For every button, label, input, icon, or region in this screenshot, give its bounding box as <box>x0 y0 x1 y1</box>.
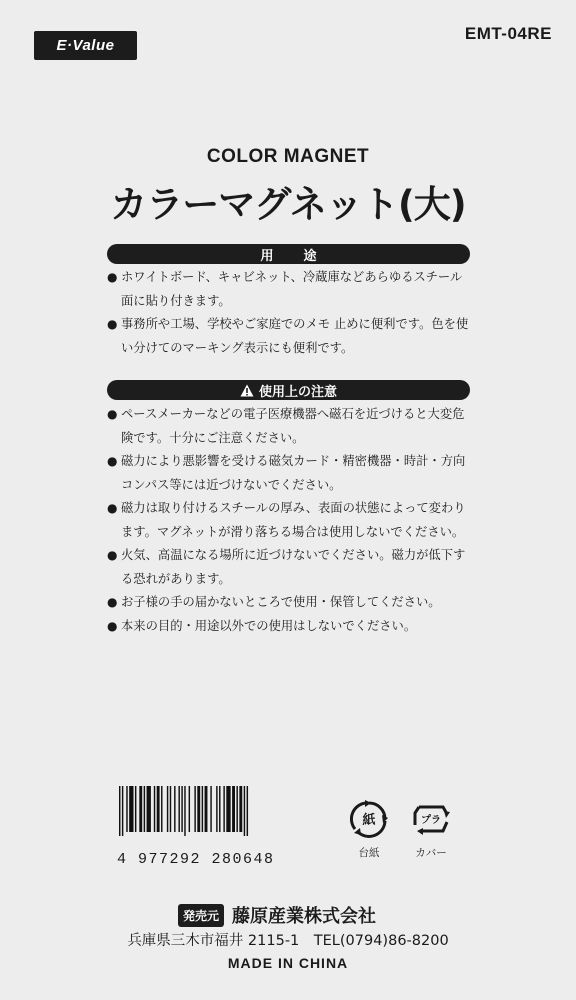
product-title-english: COLOR MAGNET <box>206 146 370 167</box>
list-item <box>107 591 473 615</box>
barcode-bar <box>210 786 211 832</box>
plastic-mark-text: プラ <box>421 815 441 826</box>
barcode <box>117 786 301 836</box>
barcode-bar <box>119 786 120 836</box>
bullet-icon: ● <box>107 454 118 468</box>
barcode-bar <box>122 786 123 836</box>
bullet-icon: ● <box>107 548 118 562</box>
barcode-bar <box>226 786 230 832</box>
list-item <box>107 544 473 591</box>
list-item <box>107 615 473 639</box>
barcode-bar <box>202 786 203 832</box>
barcode-bar <box>216 786 217 832</box>
bullet-icon: ● <box>107 595 118 609</box>
list-item-text: 火気、高温になる場所に近づけないでください。磁力が低下する恐れがあります。 <box>121 548 466 586</box>
list-item-text: ペースメーカーなどの電子医療機器へ磁石を近づけると大変危険です。十分にご注意ください。 <box>121 407 465 445</box>
brand-logo: E·Value <box>34 31 137 60</box>
paper-recycle-icon <box>349 800 389 838</box>
list-item <box>107 266 473 313</box>
warning-icon <box>240 384 254 397</box>
bullet-icon: ● <box>107 270 118 284</box>
country-of-origin: MADE IN CHINA <box>227 955 349 971</box>
barcode-bar <box>223 786 224 832</box>
plastic-recycle-icon <box>411 800 451 838</box>
bullet-icon: ● <box>107 618 118 633</box>
barcode-bar <box>181 786 182 832</box>
list-item-text: 本来の目的・用途以外での使用はしないでください。 <box>121 618 417 633</box>
list-item-text: 磁力により悪影響を受ける磁気カード・精密機器・時計・方向コンパス等には近づけないでください。 <box>121 454 466 492</box>
barcode-bar <box>129 786 133 832</box>
barcode-bar <box>219 786 220 832</box>
list-item-text: 事務所や工場、学校やご家庭でのメモ 止めに便利です。色を使い分けてのマーキング表示にも便利です。 <box>121 317 469 355</box>
barcode-bar <box>178 786 179 832</box>
usage-heading: 用途 <box>260 248 347 264</box>
cautions-list <box>107 403 473 638</box>
barcode-bar <box>205 786 208 832</box>
product-title-japanese: カラーマグネット(大) <box>110 183 466 226</box>
barcode-bar <box>174 786 175 832</box>
list-item-text: ホワイトボード、キャビネット、冷蔵庫などあらゆるスチール面に貼り付きます。 <box>121 270 463 308</box>
list-item-text: 磁力は取り付けるスチールの厚み、表面の状態によって変わります。マグネットが滑り落ちる場合は使用しないでください。 <box>121 501 466 539</box>
barcode-bar <box>194 786 195 832</box>
paper-recycle-label: 台紙 <box>358 847 380 859</box>
model-number: EMT-04RE <box>464 24 552 43</box>
cautions-heading: 使用上の注意 <box>258 384 337 400</box>
barcode-bar <box>161 786 162 832</box>
barcode-bar <box>244 786 245 836</box>
paper-recycle-mark <box>347 800 391 860</box>
barcode-bar <box>157 786 160 832</box>
barcode-bar <box>126 786 127 832</box>
barcode-bar <box>135 786 136 832</box>
plastic-recycle-mark <box>409 800 453 860</box>
bullet-icon: ● <box>107 317 118 331</box>
barcode-bar <box>167 786 168 832</box>
barcode-bar <box>139 786 142 832</box>
barcode-bar <box>144 786 145 832</box>
barcode-bar <box>232 786 235 832</box>
barcode-bar <box>197 786 200 832</box>
barcode-bar <box>154 786 155 832</box>
cautions-heading-bar <box>107 380 470 400</box>
list-item <box>107 313 473 360</box>
paper-mark-text: 紙 <box>362 813 376 828</box>
barcode-bar <box>236 786 237 832</box>
list-item-text: お子様の手の届かないところで使用・保管してください。 <box>121 595 441 609</box>
barcode-digits: 4 977292 280648 <box>117 851 275 868</box>
publisher <box>178 902 376 928</box>
barcode-bar <box>184 786 185 836</box>
plastic-recycle-label: カバー <box>415 847 447 859</box>
bullet-icon: ● <box>107 501 118 515</box>
publisher-badge: 発売元 <box>178 904 224 927</box>
barcode-bar <box>147 786 151 832</box>
list-item <box>107 450 473 497</box>
list-item <box>107 497 473 544</box>
publisher-name: 藤原産業株式会社 <box>232 906 377 927</box>
usage-heading-bar <box>107 244 470 264</box>
list-item <box>107 403 473 450</box>
barcode-bar <box>170 786 171 832</box>
barcode-bar <box>239 786 242 832</box>
usage-list <box>107 266 473 360</box>
barcode-bar <box>189 786 190 832</box>
barcode-bar <box>247 786 248 836</box>
bullet-icon: ● <box>107 407 118 421</box>
publisher-address: 兵庫県三木市福井 2115-1 TEL(0794)86-8200 <box>127 933 449 949</box>
